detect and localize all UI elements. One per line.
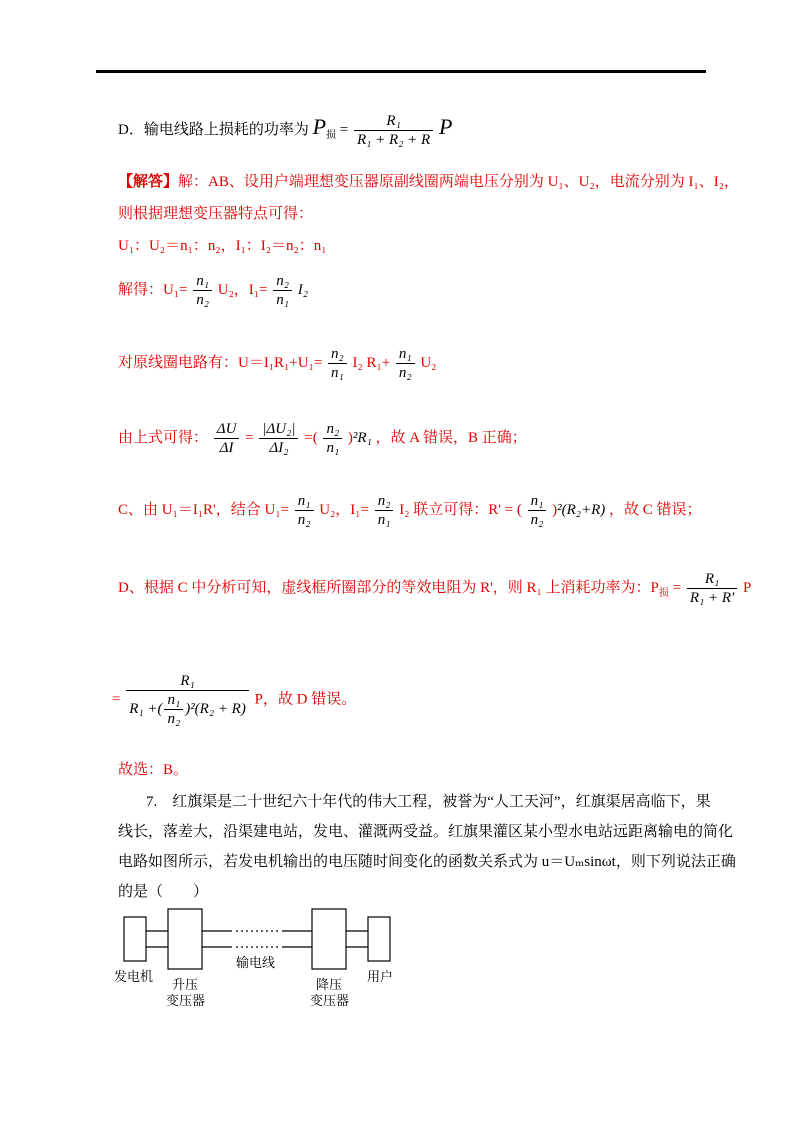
frac-num: ΔU: [214, 420, 240, 439]
answer-text-2: 则根据理想变压器特点可得：: [118, 206, 314, 222]
c-prefix: C、由 U₁＝I₁R'，结合 U₁=: [118, 501, 290, 518]
frac-den: ΔI₂: [269, 440, 289, 456]
q7-text-1: 7. 红旗渠是二十世纪六十年代的伟大工程，被誉为“人工天河”，红旗渠居高临下，果: [146, 794, 711, 810]
frac-den: n₂: [196, 292, 209, 308]
q7-text-2: 线长，落差大，沿渠建电站，发电、灌溉两受益。红旗果灌区某小型水电站远距离输电的简化: [118, 824, 734, 840]
user-box: [368, 917, 390, 961]
option-d-text: D．输电线路上损耗的功率为: [118, 121, 309, 138]
frac-num: n₁: [193, 272, 212, 291]
circuit-mid: I₂ R₁+: [352, 354, 391, 371]
step-up-label-2: 变压器: [166, 994, 206, 1009]
deriv-frac-2: [259, 420, 298, 457]
user-label: 用户: [367, 970, 394, 985]
step-up-box: [168, 909, 202, 969]
d-sub: 损: [658, 587, 669, 599]
q7-text-4: 的是（ ）: [118, 884, 209, 900]
q7-line-2: [118, 822, 733, 842]
solve-frac-1: [193, 272, 212, 309]
header-rule: [96, 70, 706, 73]
frac-den: n₂: [398, 365, 412, 381]
frac-num: n₁: [396, 345, 415, 364]
frac-num: |ΔU₂|: [259, 420, 298, 439]
c-frac-1: [295, 492, 314, 529]
final-den-b: ²(R₂ + R): [190, 700, 246, 717]
frac-den: n₁: [326, 440, 340, 456]
generator-label: 发电机: [114, 970, 154, 985]
frac-num: n₁: [295, 492, 314, 511]
option-d: [118, 112, 452, 149]
c-conclusion: ，故 C 错误；: [609, 501, 702, 518]
frac-den: R₁ + R': [689, 590, 735, 606]
c-mid2: I₂ 联立可得：R' =: [399, 501, 514, 518]
d-prefix: D、根据 C 中分析可知，虚线框所圈部分的等效电阻为 R'，则 R₁ 上消耗功率为：P: [118, 579, 659, 596]
q7-line-3: [118, 852, 736, 872]
q7-line-4: [118, 882, 208, 902]
q7-text-3: 电路如图所示，若发电机输出的电压随时间变化的函数关系式为 u＝Uₘsinωt，则下列说法正确: [118, 854, 736, 870]
circuit-frac-1: [328, 345, 347, 382]
deriv-prefix: 由上式可得：: [118, 429, 209, 446]
answer-final: = R₁ R₁ +( $\frac{\text{n₁}}{\text{n₂}}$ )²(R₂ + R) P，故 D 错误。: [112, 673, 357, 727]
answer-c: C、由 U₁＝I₁R'，结合 U₁= $\frac{\text{n₁}}{\text{n₂}}$ U₂，I₁= $\frac{\text{n₂}}{\text{n₁}}$ I₂ 联立可得：R' = ( $\frac{\text{n₁}}{\text{n₂}}$ )²(R₂+R) ，故 C 错误；: [118, 493, 702, 528]
frac-num: n₁: [528, 492, 547, 511]
answer-choice: [118, 760, 188, 780]
frac-num: n₂: [328, 345, 347, 364]
answer-line-3: [118, 236, 327, 256]
step-up-label-1: 升压: [172, 978, 199, 993]
c-tail: ²(R₂+R): [557, 501, 606, 518]
fraction-numerator: R₁: [354, 112, 433, 131]
frac-den: n₂: [167, 711, 181, 727]
solve-mid: U₂，I₁=: [217, 281, 268, 298]
final-suffix: P，故 D 错误。: [254, 691, 357, 708]
answer-circuit: [118, 345, 436, 382]
answer-d: D、根据 C 中分析可知，虚线框所圈部分的等效电阻为 R'，则 R₁ 上消耗功率为：$P_损$ = $\frac{\text{R₁}}{\text{R₁ + R'}}$ P: [118, 571, 752, 606]
frac-num: R₁: [687, 570, 737, 589]
p-sub: 损: [326, 129, 337, 141]
step-down-label-2: 变压器: [310, 994, 350, 1009]
deriv-frac-1: [214, 420, 240, 457]
frac-num: n₂: [273, 272, 292, 291]
answer-tag: 【解答】: [118, 174, 179, 190]
p-suffix: P: [438, 113, 453, 139]
option-d-fraction: [354, 112, 433, 149]
equals: =: [339, 121, 349, 138]
c-mid: U₂，I₁=: [319, 501, 369, 518]
c-frac-3: [528, 492, 547, 529]
fraction-denominator: R₁ + R₂ + R: [357, 132, 431, 148]
p-symbol: P: [312, 113, 327, 139]
generator-box: [124, 917, 146, 961]
circuit-diagram: [112, 905, 412, 1015]
solve-frac-2: [273, 272, 292, 309]
frac-den: n₁: [331, 365, 344, 381]
frac-den: n₁: [276, 292, 289, 308]
step-down-label-1: 降压: [316, 978, 343, 993]
circuit-frac-2: [396, 345, 415, 382]
frac-num: R₁: [126, 672, 249, 691]
circuit-prefix: 对原线圈电路有：U＝I₁R₁+U₁=: [118, 354, 323, 371]
frac-num: n₂: [375, 492, 394, 511]
c-frac-2: [375, 492, 394, 529]
answer-deriv: 由上式可得： $\frac{\Delta U}{\Delta I}$ = $\frac{\text{|ΔU₂|}}{\text{ΔI₂}}$ =( $\frac{\text{n₂}}{\text{n₁}}$ )²R₁ ，故 A 错误，B 正确；: [118, 421, 527, 456]
deriv-conclusion: ，故 A 错误，B 正确；: [375, 429, 527, 446]
answer-line-2: [118, 204, 313, 224]
answer-solve: [118, 272, 308, 309]
answer-line-1: [118, 172, 739, 192]
frac-num: n₂: [323, 420, 342, 439]
d-frac: [687, 570, 737, 607]
final-inner-frac: [164, 691, 183, 728]
answer-text-3: U₁：U₂＝n₁：n₂，I₁：I₂＝n₂：n₁: [118, 238, 327, 254]
answer-text-1: 解：AB、设用户端理想变压器原副线圈两端电压分别为 U₁、U₂，电流分别为 I₁、I₂，: [178, 174, 739, 190]
solve-i2: I₂: [297, 281, 308, 298]
final-den-a: R₁ +: [129, 700, 158, 717]
line-label: 输电线: [236, 956, 276, 971]
circuit-end: U₂: [420, 354, 437, 371]
q7-line-1: [146, 792, 711, 812]
frac-den: n₂: [297, 512, 311, 528]
frac-den: n₁: [377, 512, 391, 528]
deriv-tail: ²R₁: [352, 429, 372, 446]
frac-num: n₁: [164, 691, 183, 710]
frac-den: ΔI: [219, 440, 234, 456]
frac-den: R₁ +( $\frac{\text{n₁}}{\text{n₂}}$ )²(R₂ + R): [129, 692, 246, 727]
d-suffix: P: [742, 579, 752, 596]
solve-prefix: 解得：U₁=: [118, 281, 188, 298]
deriv-frac-3: [323, 420, 342, 457]
frac-den: n₂: [530, 512, 544, 528]
step-down-box: [312, 909, 346, 969]
final-frac: [126, 672, 249, 728]
choice-text: 故选：B。: [118, 762, 189, 778]
